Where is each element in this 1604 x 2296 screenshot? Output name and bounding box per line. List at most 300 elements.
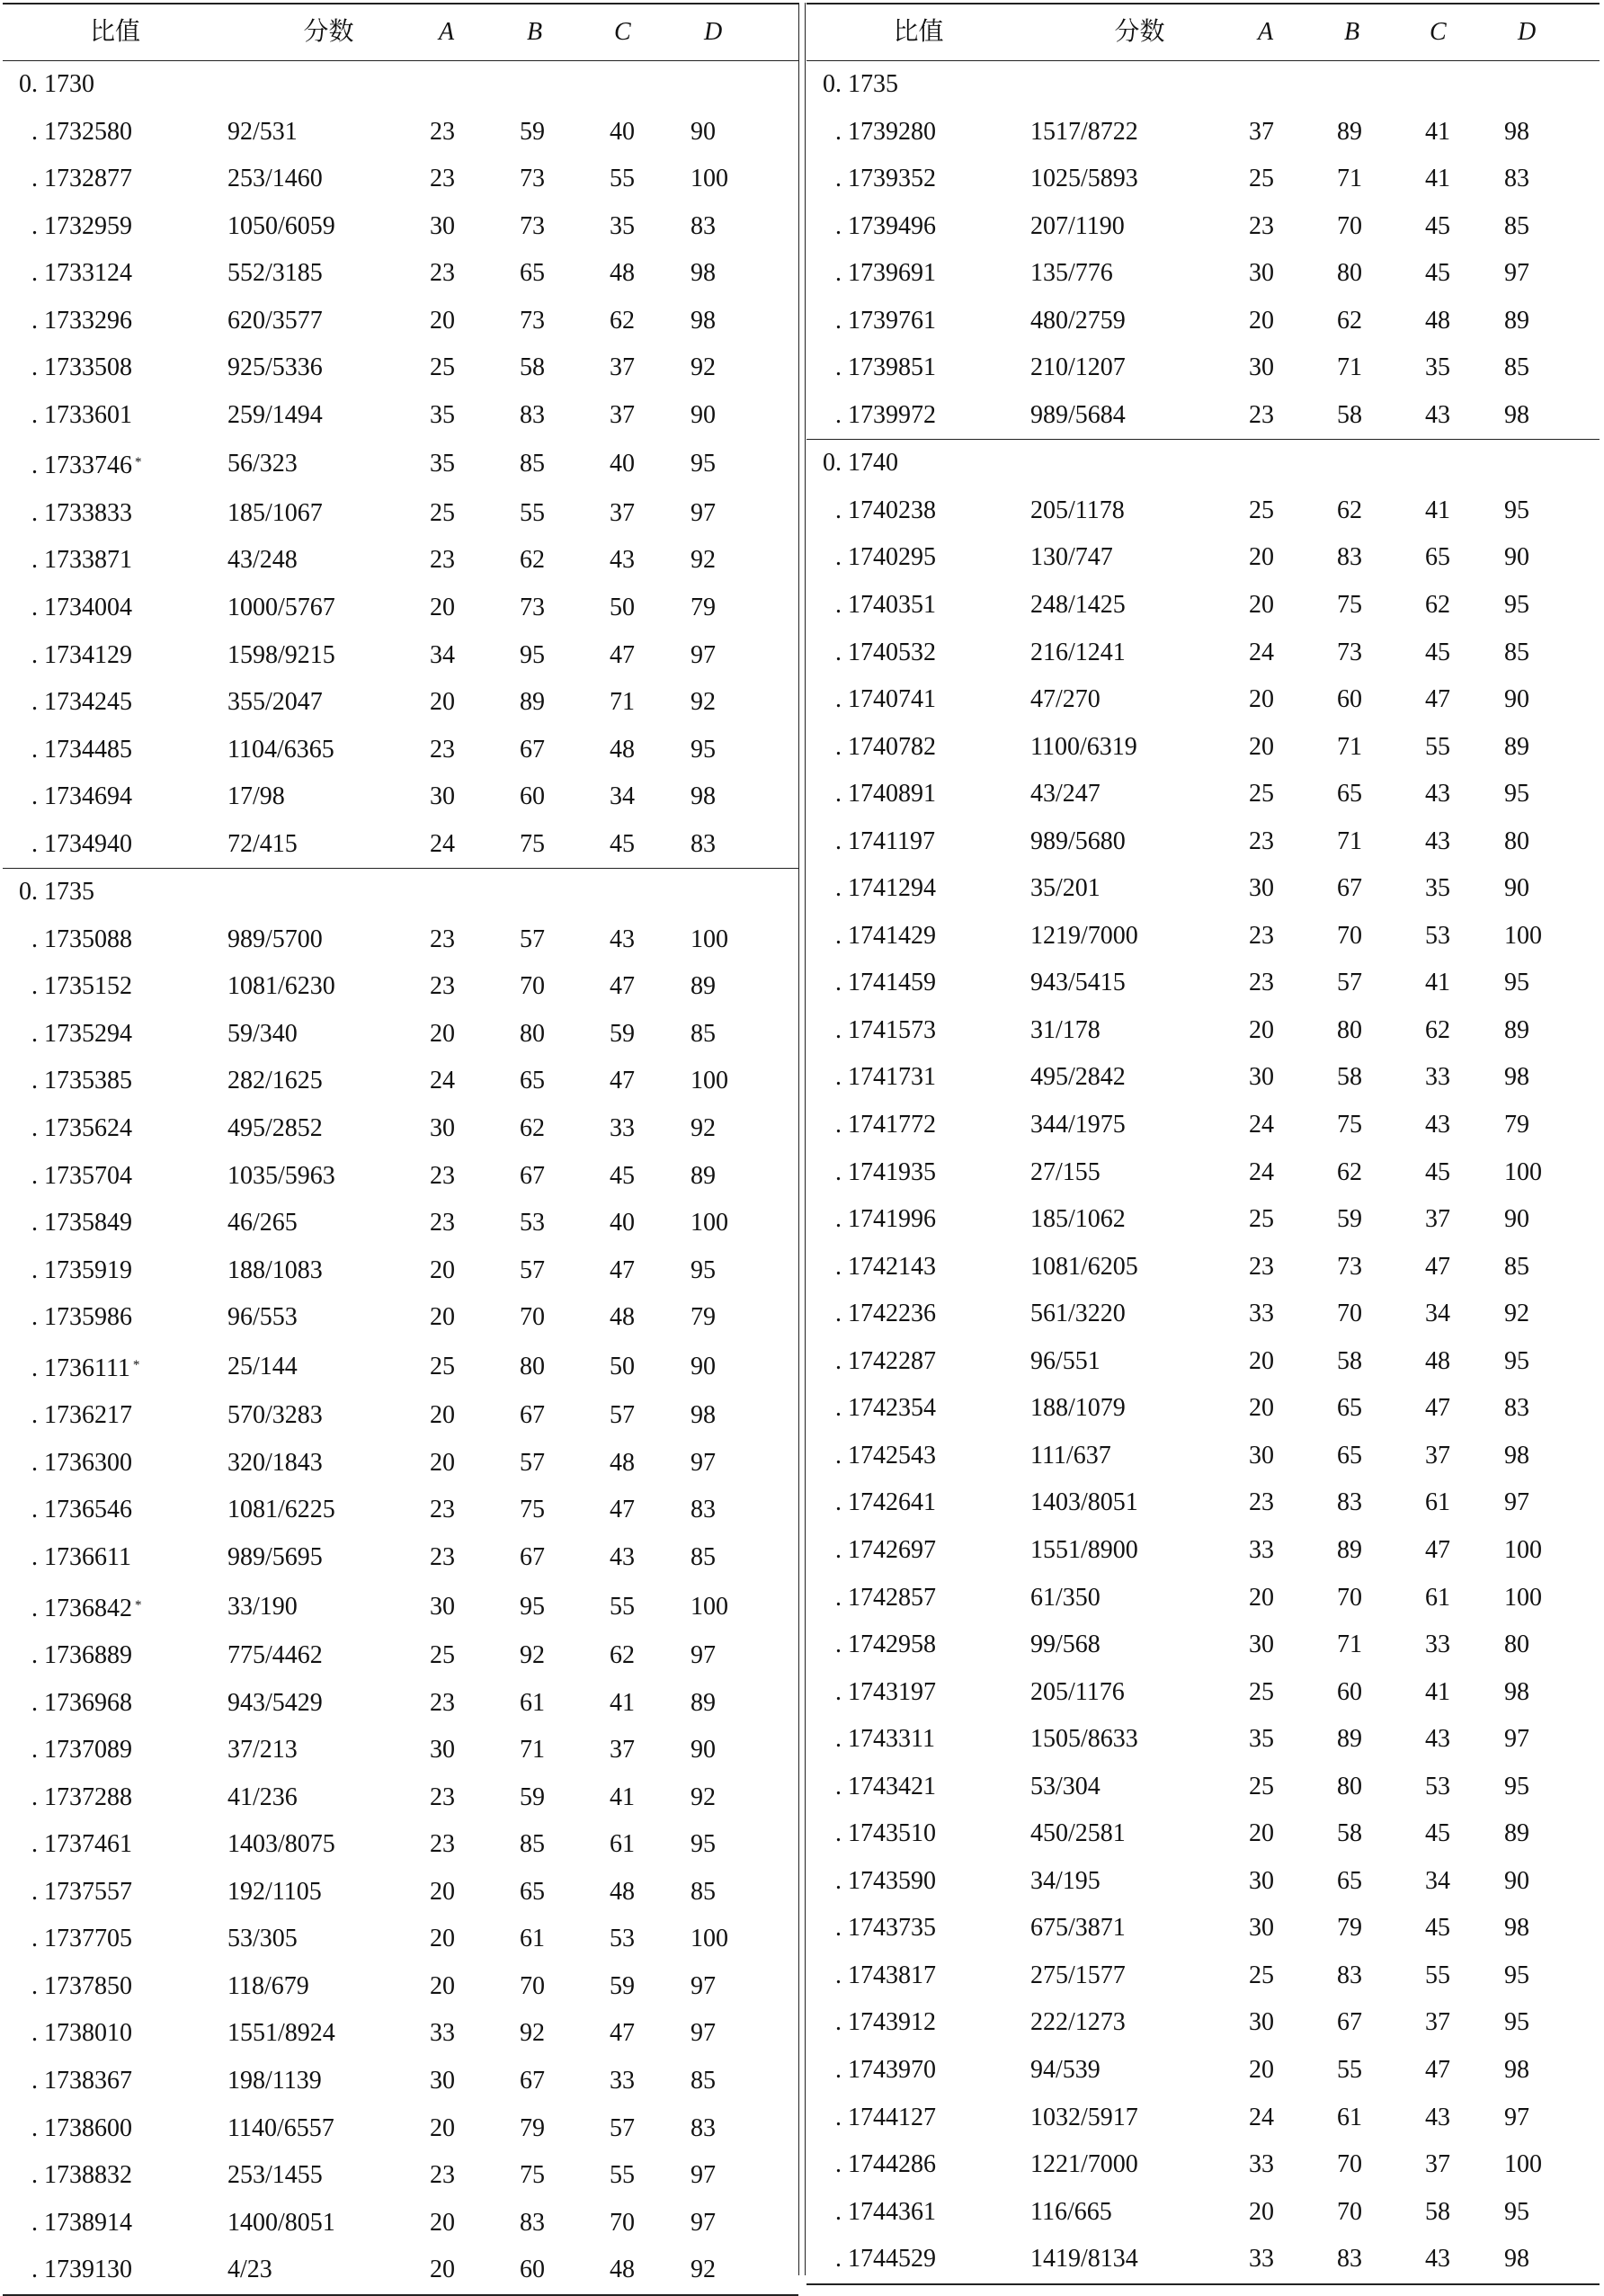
cell-c: 47 — [1425, 1535, 1450, 1564]
cell-a: 23 — [430, 117, 455, 146]
table-row — [3, 490, 798, 538]
cell-fraction: 1598/9215 — [227, 640, 335, 669]
cell-d: 92 — [1504, 1300, 1529, 1328]
cell-c: 55 — [1425, 1961, 1450, 1989]
cell-a: 20 — [1249, 1583, 1274, 1612]
cell-b: 55 — [1337, 2055, 1362, 2084]
cell-b: 55 — [520, 498, 545, 527]
table-row — [806, 1149, 1600, 1197]
cell-d: 100 — [1504, 921, 1542, 950]
cell-b: 89 — [1337, 117, 1362, 146]
ratio-value: . 1741731 — [835, 1063, 936, 1092]
cell-ratio — [806, 1385, 1030, 1433]
table-row — [3, 2058, 798, 2105]
cell-fraction: 46/265 — [227, 1209, 298, 1237]
cell-a: 20 — [430, 1925, 455, 1953]
table-row — [806, 1858, 1600, 1906]
cell-ratio — [806, 109, 1030, 156]
cell-ratio — [806, 2141, 1030, 2189]
cell-a: 24 — [1249, 1111, 1274, 1139]
cell-a: 34 — [430, 640, 455, 669]
cell-b: 59 — [520, 1782, 545, 1811]
cell-d: 92 — [691, 353, 716, 382]
cell-fraction: 775/4462 — [227, 1641, 323, 1670]
cell-c: 43 — [1425, 826, 1450, 855]
cell-b: 73 — [520, 306, 545, 335]
ratio-value: . 1739761 — [835, 306, 936, 335]
cell-a: 23 — [430, 1542, 455, 1571]
cell-a: 25 — [1249, 1961, 1274, 1989]
cell-d: 97 — [691, 1971, 716, 2000]
table-row — [806, 1291, 1600, 1338]
cell-c: 43 — [610, 925, 635, 953]
ratio-value: . 1735624 — [31, 1114, 132, 1143]
cell-fraction: 1140/6557 — [227, 2113, 334, 2142]
ratio-value: . 1741996 — [835, 1205, 936, 1234]
ratio-value: . 1736300 — [31, 1448, 132, 1477]
cell-a: 30 — [430, 1114, 455, 1143]
cell-a: 23 — [1249, 921, 1274, 950]
cell-ratio — [806, 1952, 1030, 2000]
cell-d: 97 — [691, 2019, 716, 2048]
cell-b: 61 — [520, 1688, 545, 1717]
header-ratio: 比值 — [3, 4, 227, 61]
cell-fraction: 135/776 — [1030, 259, 1113, 288]
cell-b: 75 — [1337, 1111, 1362, 1139]
cell-a: 20 — [1249, 1346, 1274, 1375]
cell-a: 20 — [1249, 591, 1274, 620]
cell-b: 67 — [1337, 2008, 1362, 2037]
cell-c: 43 — [1425, 2236, 1504, 2284]
table-row — [806, 1621, 1600, 1669]
ratio-value: . 1732580 — [31, 117, 132, 146]
cell-b: 85 — [520, 1830, 545, 1859]
cell-d: 95 — [1504, 969, 1529, 997]
cell-b: 62 — [520, 546, 545, 575]
cell-d: 85 — [1504, 1252, 1529, 1281]
cell-ratio — [3, 1058, 227, 1105]
cell-d: 95 — [1504, 1961, 1529, 1989]
cell-a: 20 — [1249, 306, 1274, 335]
cell-ratio — [806, 1007, 1030, 1055]
group-label: 0. 1735 — [823, 70, 898, 98]
cell-d: 89 — [691, 1161, 716, 1190]
cell-c: 45 — [1425, 1914, 1450, 1943]
table-row — [3, 1963, 798, 2011]
cell-ratio — [3, 2105, 227, 2153]
ratio-value: . 1740295 — [835, 543, 936, 572]
cell-c: 43 — [1425, 780, 1450, 809]
cell-ratio — [806, 2189, 1030, 2237]
ratio-value: . 1742641 — [835, 1488, 936, 1517]
cell-d: 100 — [1504, 1583, 1542, 1612]
cell-c: 37 — [610, 400, 635, 429]
cell-ratio — [806, 156, 1030, 203]
cell-fraction: 99/568 — [1030, 1630, 1101, 1659]
cell-fraction: 111/637 — [1030, 1441, 1111, 1470]
cell-fraction: 210/1207 — [1030, 353, 1126, 382]
cell-c: 41 — [1425, 1677, 1450, 1706]
cell-ratio — [3, 1247, 227, 1295]
table-row — [806, 724, 1600, 772]
cell-b: 80 — [1337, 259, 1362, 288]
group-header-row — [806, 61, 1600, 109]
cell-d: 100 — [1504, 1157, 1542, 1186]
cell-b: 80 — [520, 1352, 545, 1380]
ratio-value: . 1742287 — [835, 1346, 936, 1375]
cell-c: 47 — [610, 640, 635, 669]
cell-b: 92 — [520, 2019, 545, 2048]
cell-a: 23 — [1249, 1488, 1274, 1517]
cell-fraction: 59/340 — [227, 1019, 298, 1048]
cell-b: 62 — [1337, 496, 1362, 524]
cell-a: 23 — [430, 1496, 455, 1524]
cell-ratio — [806, 1905, 1030, 1952]
cell-ratio — [3, 2247, 227, 2295]
table-row — [3, 632, 798, 680]
ratio-value: . 1733296 — [31, 306, 132, 335]
cell-c: 45 — [1425, 1819, 1450, 1848]
cell-fraction: 56/323 — [227, 450, 298, 478]
cell-b: 80 — [1337, 1772, 1362, 1800]
cell-b: 70 — [520, 1971, 545, 2000]
table-row — [806, 156, 1600, 203]
cell-a: 23 — [430, 1161, 455, 1190]
cell-a: 30 — [430, 1592, 455, 1621]
ratio-value: . 1736611 — [31, 1542, 131, 1571]
ratio-value: . 1739851 — [835, 353, 936, 382]
cell-ratio — [3, 1440, 227, 1487]
cell-d: 90 — [1504, 685, 1529, 714]
cell-d: 95 — [1504, 780, 1529, 809]
cell-b: 89 — [1337, 1535, 1362, 1564]
table-row — [806, 1527, 1600, 1575]
table-row — [806, 203, 1600, 251]
cell-b: 58 — [1337, 1063, 1362, 1092]
cell-fraction: 198/1139 — [227, 2066, 322, 2095]
cell-d: 83 — [691, 829, 716, 858]
cell-d: 85 — [1504, 353, 1529, 382]
cell-a: 35 — [1249, 1725, 1274, 1754]
cell-fraction: 282/1625 — [227, 1067, 323, 1095]
cell-ratio — [3, 298, 227, 345]
cell-ratio — [806, 865, 1030, 913]
cell-ratio — [3, 2010, 227, 2058]
cell-a: 30 — [1249, 1063, 1274, 1092]
cell-a: 33 — [430, 2019, 455, 2048]
ratio-value: . 1738367 — [31, 2066, 132, 2095]
cell-ratio — [3, 156, 227, 203]
cell-fraction: 96/553 — [227, 1303, 298, 1332]
cell-ratio — [3, 963, 227, 1011]
cell-d: 85 — [691, 1877, 716, 1906]
cell-fraction: 61/350 — [1030, 1583, 1101, 1612]
cell-ratio — [806, 1433, 1030, 1480]
cell-ratio — [3, 1392, 227, 1440]
cell-a: 20 — [430, 688, 455, 717]
table-row — [3, 250, 798, 298]
cell-ratio — [806, 487, 1030, 535]
ratio-value: . 1742354 — [835, 1394, 936, 1423]
cell-ratio — [806, 1669, 1030, 1717]
table-row — [806, 865, 1600, 913]
cell-ratio — [3, 585, 227, 632]
cell-b: 61 — [1337, 2103, 1362, 2131]
cell-a: 20 — [1249, 732, 1274, 761]
table-row — [3, 1440, 798, 1487]
cell-fraction: 480/2759 — [1030, 306, 1126, 335]
cell-a: 20 — [430, 1255, 455, 1284]
cell-b: 79 — [1337, 1914, 1362, 1943]
cell-d: 97 — [691, 2161, 716, 2190]
ratio-value: . 1734245 — [31, 688, 132, 717]
ratio-value: . 1743311 — [835, 1725, 935, 1754]
cell-ratio — [3, 250, 227, 298]
cell-d: 97 — [691, 640, 716, 669]
cell-c: 43 — [610, 1542, 635, 1571]
table-row — [806, 2095, 1600, 2142]
ratio-value: . 1733871 — [31, 546, 132, 575]
cell-b: 67 — [520, 1401, 545, 1430]
header-b: B — [1337, 4, 1425, 61]
cell-ratio — [3, 1582, 227, 1633]
cell-d: 85 — [1504, 638, 1529, 666]
cell-c: 35 — [610, 211, 635, 240]
cell-d: 95 — [1504, 2008, 1529, 2037]
ratio-value: . 1735294 — [31, 1019, 132, 1048]
header-row — [3, 4, 798, 61]
cell-c: 41 — [1425, 117, 1450, 146]
cell-b: 58 — [1337, 1819, 1362, 1848]
cell-a: 30 — [430, 2066, 455, 2095]
cell-b: 70 — [520, 972, 545, 1001]
cell-fraction: 216/1241 — [1030, 638, 1126, 666]
cell-c: 43 — [1425, 1725, 1450, 1754]
cell-a: 30 — [1249, 259, 1274, 288]
cell-c: 35 — [1425, 874, 1450, 903]
ratio-value: . 1736842 — [31, 1594, 132, 1622]
table-row — [3, 1294, 798, 1342]
cell-ratio — [3, 392, 227, 440]
cell-c: 43 — [610, 546, 635, 575]
cell-a: 25 — [1249, 780, 1274, 809]
cell-a: 23 — [430, 1209, 455, 1237]
cell-fraction: 31/178 — [1030, 1015, 1101, 1044]
cell-ratio — [806, 676, 1030, 724]
cell-d: 83 — [691, 2113, 716, 2142]
cell-b: 67 — [520, 735, 545, 764]
table-row — [3, 727, 798, 774]
cell-ratio — [3, 1487, 227, 1534]
cell-b: 65 — [1337, 780, 1362, 809]
ratio-value: . 1740782 — [835, 732, 936, 761]
table-row — [3, 1392, 798, 1440]
cell-fraction: 1000/5767 — [227, 594, 335, 622]
cell-fraction: 1403/8075 — [227, 1830, 335, 1859]
ratio-value: . 1743590 — [835, 1866, 936, 1895]
cell-b: 70 — [1337, 1300, 1362, 1328]
cell-c: 57 — [610, 2113, 635, 2142]
table-row — [3, 2200, 798, 2247]
table-row — [3, 773, 798, 821]
cell-c: 34 — [1425, 1300, 1450, 1328]
cell-fraction: 989/5684 — [1030, 400, 1126, 429]
cell-fraction: 1104/6365 — [227, 735, 334, 764]
cell-a: 23 — [430, 165, 455, 193]
cell-b: 67 — [520, 2066, 545, 2095]
cell-c: 53 — [1425, 1772, 1450, 1800]
cell-ratio — [3, 109, 227, 156]
ratio-value: . 1738600 — [31, 2113, 132, 2142]
ratio-value: . 1739972 — [835, 400, 936, 429]
cell-c: 61 — [1425, 1488, 1450, 1517]
cell-fraction: 253/1460 — [227, 165, 323, 193]
asterisk-mark: * — [135, 455, 142, 470]
table-row — [806, 818, 1600, 866]
cell-c: 41 — [610, 1688, 635, 1717]
cell-ratio — [806, 1479, 1030, 1527]
cell-c: 35 — [1425, 353, 1450, 382]
cell-d: 100 — [691, 165, 728, 193]
cell-fraction: 53/305 — [227, 1925, 298, 1953]
cell-fraction: 43/247 — [1030, 780, 1101, 809]
cell-ratio — [806, 818, 1030, 866]
cell-ratio — [806, 1149, 1030, 1197]
cell-b: 71 — [1337, 165, 1362, 193]
table-row — [3, 1105, 798, 1153]
cell-ratio — [806, 2047, 1030, 2095]
cell-ratio — [3, 916, 227, 964]
ratio-value: . 1737850 — [31, 1971, 132, 2000]
cell-a: 20 — [430, 1448, 455, 1477]
cell-b: 57 — [520, 1448, 545, 1477]
cell-fraction: 1219/7000 — [1030, 921, 1138, 950]
cell-c: 47 — [1425, 1252, 1450, 1281]
ratio-value: . 1742236 — [835, 1300, 936, 1328]
cell-fraction: 205/1178 — [1030, 496, 1125, 524]
ratio-value: . 1742857 — [835, 1583, 936, 1612]
cell-d: 83 — [691, 211, 716, 240]
table-row — [3, 2247, 798, 2295]
cell-ratio — [3, 2058, 227, 2105]
cell-ratio — [806, 724, 1030, 772]
cell-c: 53 — [1425, 921, 1450, 950]
cell-d: 100 — [691, 1067, 728, 1095]
cell-d: 83 — [1504, 1394, 1529, 1423]
group-header-row — [3, 869, 798, 916]
cell-fraction: 320/1843 — [227, 1448, 323, 1477]
header-row — [806, 4, 1600, 61]
header-fraction: 分数 — [1030, 4, 1249, 61]
cell-ratio — [3, 1153, 227, 1201]
header-c: C — [610, 4, 691, 61]
cell-fraction: 1419/8134 — [1030, 2236, 1249, 2284]
cell-c: 47 — [610, 1255, 635, 1284]
cell-c: 47 — [1425, 1394, 1450, 1423]
cell-a: 23 — [430, 546, 455, 575]
cell-d: 89 — [691, 1688, 716, 1717]
ratio-value: . 1737288 — [31, 1782, 132, 1811]
cell-c: 43 — [1425, 2103, 1450, 2131]
cell-fraction: 25/144 — [227, 1352, 298, 1380]
cell-d: 95 — [691, 1830, 716, 1859]
cell-b: 83 — [1337, 543, 1362, 572]
cell-c: 47 — [610, 972, 635, 1001]
ratio-value: . 1736968 — [31, 1688, 132, 1717]
header-c: C — [1425, 4, 1504, 61]
ratio-value: . 1744529 — [835, 2245, 936, 2274]
table-row — [3, 1774, 798, 1822]
table-row — [3, 1058, 798, 1105]
header-fraction: 分数 — [227, 4, 430, 61]
cell-fraction: 1081/6205 — [1030, 1252, 1138, 1281]
ratio-value: . 1736111 — [31, 1353, 130, 1382]
cell-a: 23 — [1249, 400, 1274, 429]
cell-ratio — [3, 1774, 227, 1822]
ratio-value: . 1733746 — [31, 451, 132, 480]
group-label: 0. 1735 — [3, 869, 798, 916]
table-row — [3, 1727, 798, 1774]
cell-c: 47 — [610, 2019, 635, 2048]
cell-a: 23 — [430, 925, 455, 953]
header-a: A — [1249, 4, 1337, 61]
ratio-value: . 1741294 — [835, 874, 936, 903]
cell-fraction: 43/248 — [227, 546, 298, 575]
cell-c: 55 — [610, 165, 635, 193]
cell-b: 71 — [520, 1736, 545, 1764]
table-row — [3, 1487, 798, 1534]
table-row — [806, 676, 1600, 724]
cell-d: 85 — [691, 2066, 716, 2095]
ratio-value: . 1743735 — [835, 1914, 936, 1943]
header-d: D — [691, 4, 798, 61]
cell-ratio — [806, 1858, 1030, 1906]
table-row — [3, 1153, 798, 1201]
cell-c: 45 — [610, 1161, 635, 1190]
cell-ratio — [3, 632, 227, 680]
cell-fraction: 207/1190 — [1030, 211, 1125, 240]
cell-c: 47 — [610, 1067, 635, 1095]
cell-d: 79 — [691, 1303, 716, 1332]
ratio-value: . 1744361 — [835, 2197, 936, 2226]
cell-a: 23 — [1249, 826, 1274, 855]
cell-fraction: 116/665 — [1030, 2197, 1112, 2226]
cell-c: 48 — [610, 259, 635, 288]
table-row — [3, 298, 798, 345]
ratio-value: . 1740351 — [835, 591, 936, 620]
cell-a: 23 — [430, 972, 455, 1001]
cell-a: 20 — [1249, 2055, 1274, 2084]
cell-fraction: 570/3283 — [227, 1401, 323, 1430]
panel-divider-line — [805, 3, 806, 2275]
table-row — [806, 2236, 1600, 2284]
table-row — [806, 1338, 1600, 1386]
cell-a: 20 — [430, 1019, 455, 1048]
table-row — [3, 916, 798, 964]
cell-b: 95 — [520, 640, 545, 669]
cell-c: 45 — [1425, 211, 1450, 240]
cell-b: 83 — [520, 400, 545, 429]
cell-c: 48 — [1425, 306, 1450, 335]
cell-d: 98 — [1504, 1677, 1529, 1706]
table-row — [806, 1007, 1600, 1055]
cell-c: 50 — [610, 594, 635, 622]
cell-fraction: 561/3220 — [1030, 1300, 1126, 1328]
cell-ratio — [806, 913, 1030, 960]
table-row — [806, 392, 1600, 440]
table-row — [3, 156, 798, 203]
cell-ratio — [3, 2200, 227, 2247]
